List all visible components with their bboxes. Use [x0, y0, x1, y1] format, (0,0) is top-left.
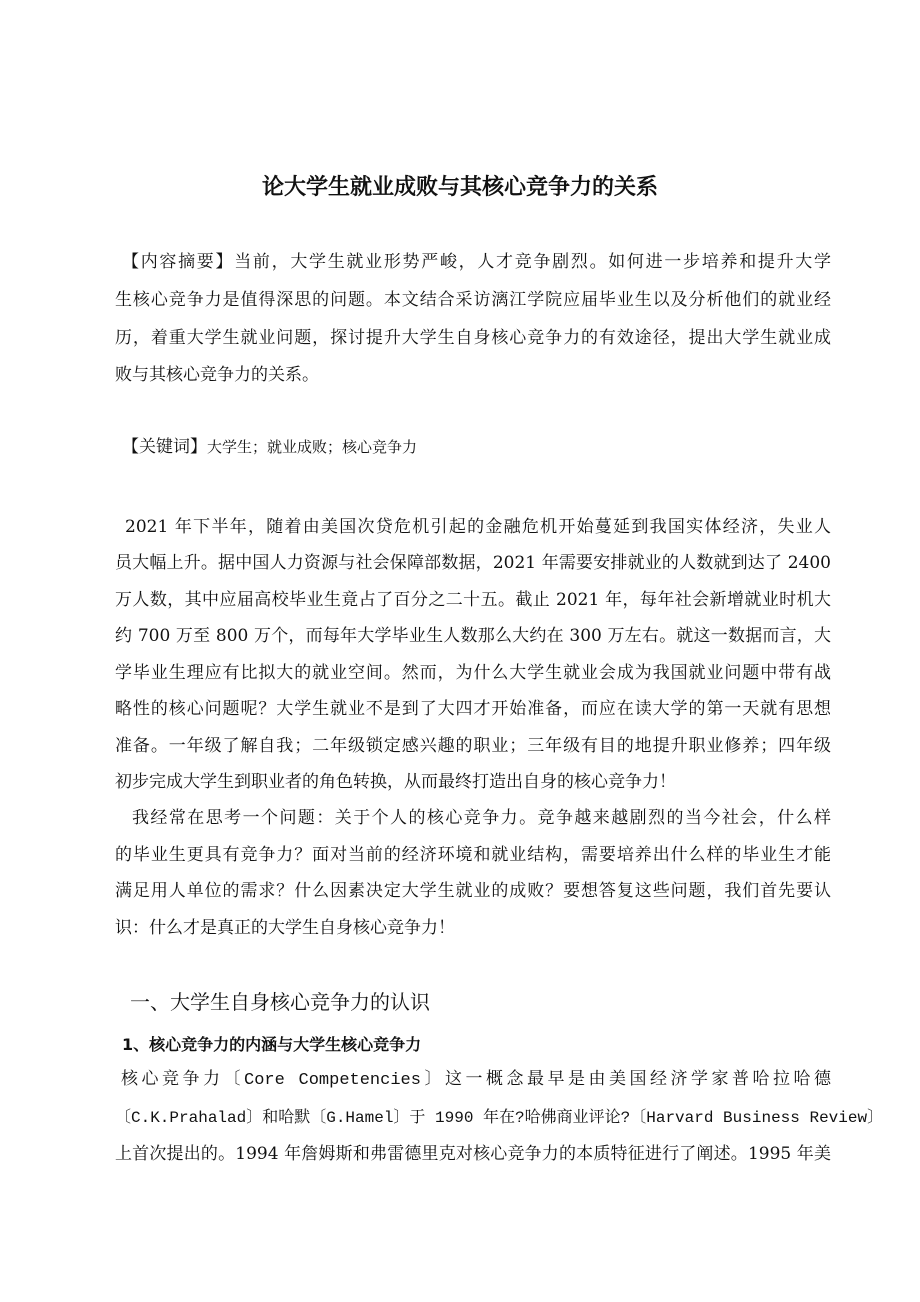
keywords-value: 大学生；就业成败；核心竞争力	[207, 438, 418, 456]
section-heading: 一、大学生自身核心竞争力的认识	[130, 990, 430, 1014]
document-title: 论大学生就业成败与其核心竞争力的关系	[261, 175, 658, 200]
paragraph-line: 〔C.K.Prahalad〕和哈默〔G.Hamel〕于 1990 年在?哈佛商业评论?〔Harvard Business Review〕	[115, 1109, 884, 1127]
abstract-line: 生核心竞争力是值得深思的问题。本文结合采访漓江学院应届毕业生以及分析他们的就业经	[115, 290, 831, 310]
paragraph-line: 初步完成大学生到职业者的角色转换，从而最终打造出自身的核心竞争力！	[115, 772, 676, 792]
paragraph-line: 满足用人单位的需求？什么因素决定大学生就业的成败？要想答复这些问题，我们首先要认	[115, 881, 831, 901]
abstract-line: 【内容摘要】当前，大学生就业形势严峻，人才竞争剧烈。如何进一步培养和提升大学	[122, 252, 831, 272]
paragraph-line: 学毕业生理应有比拟大的就业空间。然而，为什么大学生就业会成为我国就业问题中带有战	[115, 663, 831, 683]
paragraph-line: 万人数，其中应届高校毕业生竟占了百分之二十五。截止 2021 年，每年社会新增就业时机大	[115, 590, 831, 610]
paragraph-line: 识：什么才是真正的大学生自身核心竞争力！	[115, 918, 455, 938]
paragraph-line: 上首次提出的。1994 年詹姆斯和弗雷德里克对核心竞争力的本质特征进行了阐述。1995 年美	[115, 1144, 831, 1164]
paragraph-line: 员大幅上升。据中国人力资源与社会保障部数据，2021 年需要安排就业的人数就到达了 2400	[115, 553, 831, 573]
paragraph-line: 核心竞争力〔Core Competencies〕这一概念最早是由美国经济学家普哈拉哈德	[121, 1071, 831, 1090]
subsection-heading: 1、核心竞争力的内涵与大学生核心竞争力	[122, 1035, 422, 1054]
abstract-line: 败与其核心竞争力的关系。	[115, 365, 319, 385]
keywords-label: 【关键词】	[122, 437, 207, 457]
paragraph-line: 约 700 万至 800 万个，而每年大学毕业生人数那么大约在 300 万左右。就这一数据而言，大	[115, 626, 831, 646]
paragraph-line: 准备。一年级了解自我；二年级锁定感兴趣的职业；三年级有目的地提升职业修养；四年级	[115, 736, 831, 756]
paragraph-line: 略性的核心问题呢？大学生就业不是到了大四才开始准备，而应在读大学的第一天就有思想	[115, 699, 831, 719]
paragraph-line: 我经常在思考一个问题：关于个人的核心竞争力。竞争越来越剧烈的当今社会，什么样	[132, 808, 831, 828]
paragraph-line: 2021 年下半年，随着由美国次贷危机引起的金融危机开始蔓延到我国实体经济，失业人	[125, 517, 831, 537]
abstract-line: 历，着重大学生就业问题，探讨提升大学生自身核心竞争力的有效途径，提出大学生就业成	[115, 328, 831, 348]
paragraph-line: 的毕业生更具有竞争力？面对当前的经济环境和就业结构，需要培养出什么样的毕业生才能	[115, 845, 831, 865]
keywords	[122, 432, 417, 457]
